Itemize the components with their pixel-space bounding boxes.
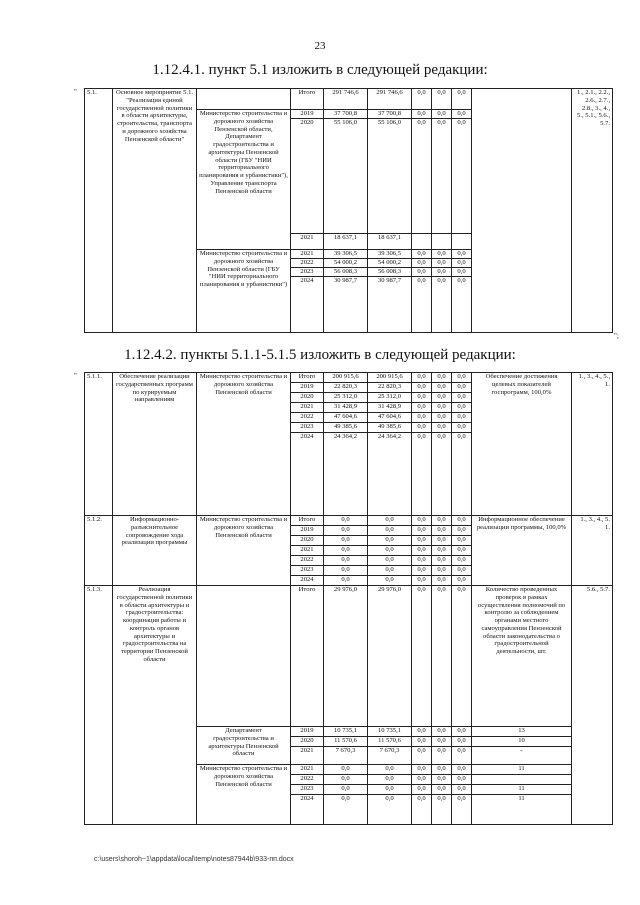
other-value: 0,0 xyxy=(452,403,472,413)
local-value: 0,0 xyxy=(432,765,452,775)
regional-value: 18 637,1 xyxy=(368,234,412,250)
local-value: 0,0 xyxy=(432,373,452,383)
federal-value: 0,0 xyxy=(412,250,432,259)
indicator-value: 11 xyxy=(472,795,572,825)
regional-value: 0,0 xyxy=(368,765,412,775)
federal-value xyxy=(412,234,432,250)
year: Итого xyxy=(291,516,324,526)
row-number: 5.1.1. xyxy=(85,373,113,516)
year: 2020 xyxy=(291,119,324,234)
total-value: 47 604,6 xyxy=(324,413,368,423)
total-value: 0,0 xyxy=(324,526,368,536)
other-value: 0,0 xyxy=(452,765,472,775)
year: 2024 xyxy=(291,795,324,825)
total-value: 56 008,3 xyxy=(324,268,368,277)
activity-name: Реализация государственной политики в области архитектуры и градостроительства: координация работы и контроль органов архитектуры и градостроительства на территории Пензенской области xyxy=(113,586,197,825)
local-value: 0,0 xyxy=(432,785,452,795)
federal-value: 0,0 xyxy=(412,413,432,423)
regional-value: 0,0 xyxy=(368,576,412,586)
year: 2021 xyxy=(291,403,324,413)
total-value: 39 306,5 xyxy=(324,250,368,259)
regional-value: 54 000,2 xyxy=(368,259,412,268)
regional-value: 56 008,3 xyxy=(368,268,412,277)
linked-indicators: 1., 3., 4., 5. 1. xyxy=(572,516,613,586)
federal-value: 0,0 xyxy=(412,556,432,566)
other-value: 0,0 xyxy=(452,119,472,234)
year: 2019 xyxy=(291,383,324,393)
executor-blank xyxy=(197,586,291,727)
local-value: 0,0 xyxy=(432,259,452,268)
total-value: 7 670,3 xyxy=(324,747,368,765)
year: 2022 xyxy=(291,556,324,566)
total-value: 30 987,7 xyxy=(324,277,368,333)
local-value: 0,0 xyxy=(432,526,452,536)
total-value: 0,0 xyxy=(324,546,368,556)
regional-value: 0,0 xyxy=(368,526,412,536)
federal-value: 0,0 xyxy=(412,393,432,403)
local-value: 0,0 xyxy=(432,747,452,765)
indicator-value: 11 xyxy=(472,785,572,795)
federal-value: 0,0 xyxy=(412,536,432,546)
activity-name: Информационно-разъяснительное сопровождение хода реализации программы xyxy=(113,516,197,586)
regional-value: 0,0 xyxy=(368,785,412,795)
year: 2023 xyxy=(291,785,324,795)
other-value: 0,0 xyxy=(452,433,472,516)
other-value xyxy=(452,234,472,250)
indicator-value: 10 xyxy=(472,737,572,747)
page-number: 23 xyxy=(314,40,326,52)
total-value: 25 312,0 xyxy=(324,393,368,403)
total-value: 0,0 xyxy=(324,775,368,785)
closing-quote-1: "; xyxy=(614,332,619,340)
total-value: 31 428,9 xyxy=(324,403,368,413)
indicator: Обеспечение достижения целевых показателей госпрограмм, 100,0% xyxy=(472,373,572,516)
federal-value: 0,0 xyxy=(412,373,432,383)
year: 2022 xyxy=(291,775,324,785)
year: 2019 xyxy=(291,526,324,536)
regional-value: 200 915,6 xyxy=(368,373,412,383)
other-value: 0,0 xyxy=(452,795,472,825)
total-value: 11 570,6 xyxy=(324,737,368,747)
local-value: 0,0 xyxy=(432,119,452,234)
federal-value: 0,0 xyxy=(412,423,432,433)
indicator-blank xyxy=(472,89,572,333)
regional-value: 47 604,6 xyxy=(368,413,412,423)
other-value: 0,0 xyxy=(452,566,472,576)
federal-value: 0,0 xyxy=(412,403,432,413)
executor: Министерство строительства и дорожного хозяйства Пензенской области (ГБУ "НИИ территориального планирования и урбанистики") xyxy=(197,250,291,333)
total-value: 0,0 xyxy=(324,566,368,576)
table-5-1-body xyxy=(85,89,613,333)
federal-value: 0,0 xyxy=(412,765,432,775)
other-value: 0,0 xyxy=(452,785,472,795)
regional-value: 0,0 xyxy=(368,516,412,526)
regional-value: 31 428,9 xyxy=(368,403,412,413)
local-value: 0,0 xyxy=(432,516,452,526)
total-value: 49 385,6 xyxy=(324,423,368,433)
year: 2021 xyxy=(291,747,324,765)
other-value: 0,0 xyxy=(452,423,472,433)
other-value: 0,0 xyxy=(452,556,472,566)
regional-value: 0,0 xyxy=(368,546,412,556)
regional-value: 0,0 xyxy=(368,536,412,546)
federal-value: 0,0 xyxy=(412,727,432,737)
other-value: 0,0 xyxy=(452,546,472,556)
executor: Министерство строительства и дорожного хозяйства Пензенской области xyxy=(197,516,291,586)
other-value: 0,0 xyxy=(452,110,472,119)
federal-value: 0,0 xyxy=(412,526,432,536)
executor: Министерство строительства и дорожного хозяйства Пензенской области xyxy=(197,373,291,516)
local-value: 0,0 xyxy=(432,423,452,433)
local-value: 0,0 xyxy=(432,403,452,413)
indicator: Количество проведенных проверок в рамках осуществления полномочий по контролю за соблюдением органами местного самоуправления Пензенской области законодательства о градостроительной деятельности, шт. xyxy=(472,586,572,727)
regional-value: 29 976,0 xyxy=(368,586,412,727)
other-value: 0,0 xyxy=(452,413,472,423)
opening-quote-2: " xyxy=(74,372,77,380)
year: 2023 xyxy=(291,268,324,277)
federal-value: 0,0 xyxy=(412,259,432,268)
regional-value: 0,0 xyxy=(368,566,412,576)
federal-value: 0,0 xyxy=(412,110,432,119)
total-value: 24 364,2 xyxy=(324,433,368,516)
local-value: 0,0 xyxy=(432,413,452,423)
year: 2024 xyxy=(291,433,324,516)
federal-value: 0,0 xyxy=(412,383,432,393)
local-value: 0,0 xyxy=(432,110,452,119)
year: 2024 xyxy=(291,277,324,333)
regional-value: 55 106,0 xyxy=(368,119,412,234)
other-value: 0,0 xyxy=(452,516,472,526)
block-5-1-2 xyxy=(85,516,613,586)
local-value: 0,0 xyxy=(432,89,452,110)
executor-blank xyxy=(197,89,291,110)
total-value: 0,0 xyxy=(324,556,368,566)
activity-name: Обеспечение реализации государственных программ по курируемым направлениям xyxy=(113,373,197,516)
total-value: 18 637,1 xyxy=(324,234,368,250)
local-value: 0,0 xyxy=(432,277,452,333)
table-5-1 xyxy=(84,88,613,333)
local-value: 0,0 xyxy=(432,383,452,393)
year: 2023 xyxy=(291,566,324,576)
linked-indicators: 1., 2.1., 2.2., 2.6., 2.7., 2.8., 3., 4., 5., 5.1., 5.6., 5.7. xyxy=(572,89,613,333)
federal-value: 0,0 xyxy=(412,586,432,727)
federal-value: 0,0 xyxy=(412,576,432,586)
year: 2020 xyxy=(291,737,324,747)
year: 2024 xyxy=(291,576,324,586)
other-value: 0,0 xyxy=(452,737,472,747)
indicator-value: 11 xyxy=(472,765,572,775)
section-heading-5-1-1: 1.12.4.2. пункты 5.1.1-5.1.5 изложить в следующей редакции: xyxy=(124,347,516,363)
local-value: 0,0 xyxy=(432,576,452,586)
other-value: 0,0 xyxy=(452,747,472,765)
total-value: 0,0 xyxy=(324,795,368,825)
federal-value: 0,0 xyxy=(412,747,432,765)
total-value: 0,0 xyxy=(324,536,368,546)
other-value: 0,0 xyxy=(452,89,472,110)
federal-value: 0,0 xyxy=(412,775,432,785)
year: Итого xyxy=(291,373,324,383)
federal-value: 0,0 xyxy=(412,785,432,795)
regional-value: 24 364,2 xyxy=(368,433,412,516)
total-value: 200 915,6 xyxy=(324,373,368,383)
year: Итого xyxy=(291,89,324,110)
row-number: 5.1.2. xyxy=(85,516,113,586)
total-value: 37 700,8 xyxy=(324,110,368,119)
executor: Министерство строительства и дорожного хозяйства Пензенской области xyxy=(197,765,291,825)
executor: Департамент градостроительства и архитектуры Пензенской области xyxy=(197,727,291,765)
regional-value: 22 820,3 xyxy=(368,383,412,393)
linked-indicators: 5.6., 5.7. xyxy=(572,586,613,825)
year: 2022 xyxy=(291,413,324,423)
regional-value: 0,0 xyxy=(368,795,412,825)
block-5-1-1 xyxy=(85,373,613,516)
federal-value: 0,0 xyxy=(412,433,432,516)
total-value: 22 820,3 xyxy=(324,383,368,393)
total-value: 0,0 xyxy=(324,785,368,795)
regional-value: 25 312,0 xyxy=(368,393,412,403)
total-value: 10 735,1 xyxy=(324,727,368,737)
regional-value: 0,0 xyxy=(368,556,412,566)
other-value: 0,0 xyxy=(452,268,472,277)
regional-value: 39 306,5 xyxy=(368,250,412,259)
activity-name: Основное мероприятие 5.1. "Реализация единой государственной политики в области архитектуры, строительства, транспорта и дорожного хозяйства Пензенской области" xyxy=(113,89,197,333)
year: 2022 xyxy=(291,259,324,268)
federal-value: 0,0 xyxy=(412,277,432,333)
total-value: 291 746,6 xyxy=(324,89,368,110)
local-value xyxy=(432,234,452,250)
other-value: 0,0 xyxy=(452,526,472,536)
local-value: 0,0 xyxy=(432,727,452,737)
other-value: 0,0 xyxy=(452,576,472,586)
year: 2020 xyxy=(291,393,324,403)
year: 2020 xyxy=(291,536,324,546)
local-value: 0,0 xyxy=(432,268,452,277)
other-value: 0,0 xyxy=(452,775,472,785)
year: 2023 xyxy=(291,423,324,433)
other-value: 0,0 xyxy=(452,727,472,737)
other-value: 0,0 xyxy=(452,250,472,259)
local-value: 0,0 xyxy=(432,393,452,403)
federal-value: 0,0 xyxy=(412,516,432,526)
year: 2019 xyxy=(291,110,324,119)
federal-value: 0,0 xyxy=(412,89,432,110)
other-value: 0,0 xyxy=(452,536,472,546)
year: Итого xyxy=(291,586,324,727)
total-value: 0,0 xyxy=(324,516,368,526)
regional-value: 11 570,6 xyxy=(368,737,412,747)
indicator-value: 13 xyxy=(472,727,572,737)
executor: Министерство строительства и дорожного хозяйства Пензенской области, Департамент градостроительства и архитектуры Пензенской области (ГБУ "НИИ территориального планирования и урбанистики"), Управление транспорта Пензенской области xyxy=(197,110,291,250)
local-value: 0,0 xyxy=(432,775,452,785)
year: 2021 xyxy=(291,765,324,775)
total-value: 0,0 xyxy=(324,576,368,586)
row-number: 5.1.3. xyxy=(85,586,113,825)
other-value: 0,0 xyxy=(452,277,472,333)
federal-value: 0,0 xyxy=(412,795,432,825)
indicator-value: - xyxy=(472,747,572,765)
local-value: 0,0 xyxy=(432,795,452,825)
regional-value: 37 700,8 xyxy=(368,110,412,119)
regional-value: 49 385,6 xyxy=(368,423,412,433)
local-value: 0,0 xyxy=(432,250,452,259)
local-value: 0,0 xyxy=(432,566,452,576)
federal-value: 0,0 xyxy=(412,546,432,556)
year: 2021 xyxy=(291,250,324,259)
regional-value: 10 735,1 xyxy=(368,727,412,737)
linked-indicators: 1., 3., 4., 5., 1. xyxy=(572,373,613,516)
local-value: 0,0 xyxy=(432,556,452,566)
year: 2021 xyxy=(291,546,324,556)
year: 2019 xyxy=(291,727,324,737)
indicator: Информационное обеспечение реализации программы, 100,0% xyxy=(472,516,572,586)
total-value: 55 106,0 xyxy=(324,119,368,234)
document-path-footer: c:\users\shoroh~1\appdata\local\temp\notes87944b\933-пп.docx xyxy=(94,856,294,863)
opening-quote-1: " xyxy=(74,88,77,96)
other-value: 0,0 xyxy=(452,383,472,393)
local-value: 0,0 xyxy=(432,586,452,727)
total-value: 0,0 xyxy=(324,765,368,775)
federal-value: 0,0 xyxy=(412,119,432,234)
year: 2021 xyxy=(291,234,324,250)
regional-value: 7 670,3 xyxy=(368,747,412,765)
local-value: 0,0 xyxy=(432,546,452,556)
other-value: 0,0 xyxy=(452,259,472,268)
block-5-1-3 xyxy=(85,586,613,825)
regional-value: 291 746,6 xyxy=(368,89,412,110)
table-5-1-1 xyxy=(84,372,613,825)
regional-value: 30 987,7 xyxy=(368,277,412,333)
regional-value: 0,0 xyxy=(368,775,412,785)
total-value: 54 000,2 xyxy=(324,259,368,268)
federal-value: 0,0 xyxy=(412,268,432,277)
federal-value: 0,0 xyxy=(412,737,432,747)
other-value: 0,0 xyxy=(452,586,472,727)
local-value: 0,0 xyxy=(432,536,452,546)
federal-value: 0,0 xyxy=(412,566,432,576)
other-value: 0,0 xyxy=(452,393,472,403)
local-value: 0,0 xyxy=(432,433,452,516)
indicator-value xyxy=(472,775,572,785)
section-heading-5-1: 1.12.4.1. пункт 5.1 изложить в следующей редакции: xyxy=(152,62,488,78)
local-value: 0,0 xyxy=(432,737,452,747)
total-value: 29 976,0 xyxy=(324,586,368,727)
other-value: 0,0 xyxy=(452,373,472,383)
row-number: 5.1. xyxy=(85,89,113,333)
